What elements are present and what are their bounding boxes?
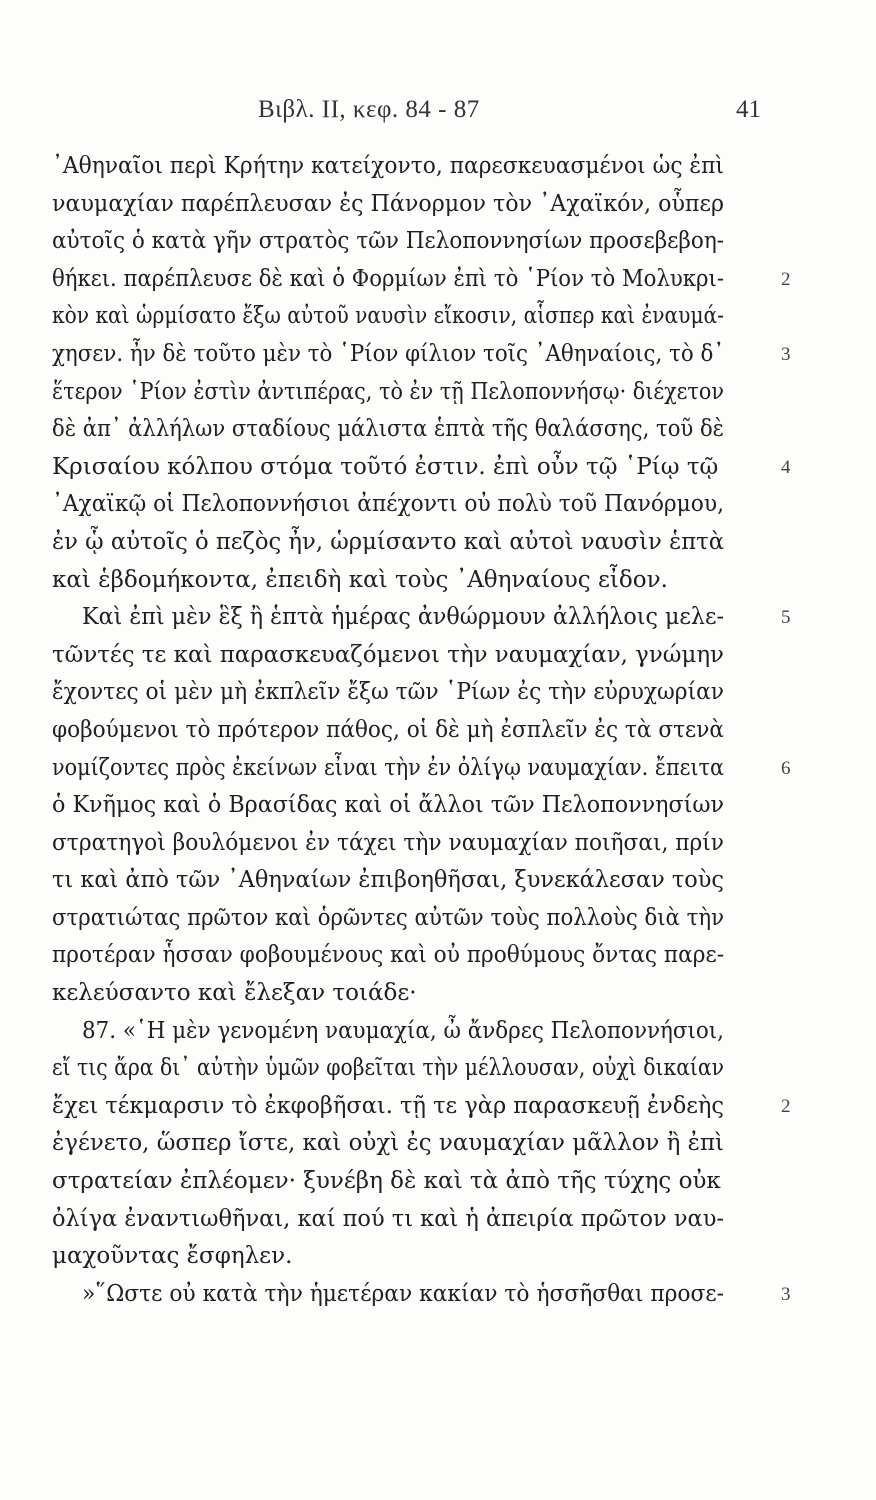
page-number: 41 — [736, 96, 761, 123]
text-line — [52, 449, 842, 487]
margin-section-number: 5 — [781, 607, 791, 629]
text-line — [52, 900, 842, 938]
line-text: εἴ τις ἄρα δι᾿ αὐτὴν ὑμῶν φοβεῖται τὴν μέλλουσαν, οὐχὶ δικαίαν — [52, 1055, 725, 1082]
text-line — [52, 787, 842, 825]
line-text: ἔχοντες οἱ μὲν μὴ ἐκπλεῖν ἔξω τῶν ῾Ρίων ἐς τὴν εὐρυχωρίαν — [52, 679, 725, 706]
line-text: φοβούμενοι τὸ πρότερον πάθος, οἱ δὲ μὴ ἐσπλεῖν ἐς τὰ στενὰ — [52, 716, 724, 743]
text-line — [52, 186, 842, 224]
line-text: μαχοῦντας ἔσφηλεν. — [52, 1243, 293, 1270]
margin-section-number: 4 — [781, 456, 791, 478]
text-line — [52, 562, 842, 600]
line-text: 87. «῾Η μὲν γενομένη ναυμαχία, ὦ ἄνδρες Πελοποννήσιοι, — [82, 1017, 724, 1044]
text-line — [52, 1201, 842, 1239]
line-text: Καὶ ἐπὶ μὲν ἓξ ἢ ἑπτὰ ἡμέρας ἀνθώρμουν ἀλλήλοις μελε- — [82, 604, 725, 631]
line-text: ἔχει τέκμαρσιν τὸ ἐκφοβῆσαι. τῇ τε γὰρ παρασκευῇ ἐνδεὴς — [52, 1092, 724, 1119]
text-line — [52, 524, 842, 562]
text-line — [52, 336, 842, 374]
line-text: στρατιώτας πρῶτον καὶ ὁρῶντες αὐτῶν τοὺς πολλοὺς διὰ τὴν — [52, 904, 725, 931]
line-text: ἕτερον ῾Ρίον ἐστὶν ἀντιπέρας, τὸ ἐν τῇ Πελοποννήσῳ· διέχετον — [52, 378, 724, 405]
running-head — [0, 96, 876, 136]
text-line — [52, 674, 842, 712]
text-line — [52, 1163, 842, 1201]
margin-section-number: 6 — [781, 757, 791, 779]
line-text: τι καὶ ἀπὸ τῶν ᾿Αθηναίων ἐπιβοηθῆσαι, ξυνεκάλεσαν τοὺς — [52, 867, 724, 894]
text-body — [52, 148, 842, 1313]
line-text: ὁ Κνῆμος καὶ ὁ Βρασίδας καὶ οἱ ἄλλοι τῶν Πελοποννησίων — [52, 792, 724, 819]
line-text: ἐγένετο, ὥσπερ ἴστε, καὶ οὐχὶ ἐς ναυμαχίαν μᾶλλον ἢ ἐπὶ — [52, 1130, 724, 1157]
text-line — [52, 825, 842, 863]
margin-section-number: 3 — [781, 1283, 791, 1305]
line-text: τῶντές τε καὶ παρασκευαζόμενοι τὴν ναυμαχίαν, γνώμην — [52, 641, 724, 668]
line-text: στρατηγοὶ βουλόμενοι ἐν τάχει τὴν ναυμαχίαν ποιῆσαι, πρίν — [52, 829, 724, 856]
margin-section-number: 2 — [781, 268, 791, 290]
line-text: ὀλίγα ἐναντιωθῆναι, καί πού τι καὶ ἡ ἀπειρία πρῶτον ναυ- — [52, 1205, 724, 1232]
chapter-reference: Βιβλ. ΙΙ, κεφ. 84 - 87 — [258, 96, 480, 123]
line-text: ναυμαχίαν παρέπλευσαν ἐς Πάνορμον τὸν ᾿Αχαϊκόν, οὗπερ — [52, 190, 725, 217]
line-text: κελεύσαντο καὶ ἔλεξαν τοιάδε· — [52, 980, 417, 1007]
text-line — [52, 1238, 842, 1276]
text-line — [52, 261, 842, 299]
text-line — [52, 486, 842, 524]
line-text: στρατείαν ἐπλέομεν· ξυνέβη δὲ καὶ τὰ ἀπὸ τῆς τύχης οὐκ — [52, 1168, 721, 1195]
line-text: »῞Ωστε οὐ κατὰ τὴν ἡμετέραν κακίαν τὸ ἡσσῆσθαι προσε- — [82, 1280, 725, 1307]
text-line — [52, 223, 842, 261]
line-text: ᾿Αχαϊκῷ οἱ Πελοποννήσιοι ἀπέχοντι οὐ πολὺ τοῦ Πανόρμου, — [52, 491, 724, 518]
line-text: Κρισαίου κόλπου στόμα τοῦτό ἐστιν. ἐπὶ οὖν τῷ ῾Ρίῳ τῷ — [52, 453, 719, 480]
margin-section-number: 3 — [781, 343, 791, 365]
text-line — [52, 411, 842, 449]
text-line — [52, 1013, 842, 1051]
text-line — [52, 148, 842, 186]
line-text: ἐν ᾧ αὐτοῖς ὁ πεζὸς ἦν, ὡρμίσαντο καὶ αὐτοὶ ναυσὶν ἑπτὰ — [52, 528, 725, 555]
line-text: χησεν. ἦν δὲ τοῦτο μὲν τὸ ῾Ρίον φίλιον τοῖς ᾿Αθηναίοις, τὸ δ᾿ — [52, 340, 725, 367]
line-text: αὐτοῖς ὁ κατὰ γῆν στρατὸς τῶν Πελοποννησίων προσεβεβοη- — [52, 228, 724, 255]
text-line — [52, 862, 842, 900]
line-text: δὲ ἀπ᾿ ἀλλήλων σταδίους μάλιστα ἑπτὰ τῆς θαλάσσης, τοῦ δὲ — [52, 416, 725, 443]
text-line — [52, 712, 842, 750]
line-text: ᾿Αθηναῖοι περὶ Κρήτην κατείχοντο, παρεσκευασμένοι ὡς ἐπὶ — [52, 153, 724, 179]
line-text: νομίζοντες πρὸς ἐκείνων εἶναι τὴν ἐν ὀλίγῳ ναυμαχίαν. ἔπειτα — [52, 754, 725, 781]
text-line — [52, 1088, 842, 1126]
line-text: καὶ ἑβδομήκοντα, ἐπειδὴ καὶ τοὺς ᾿Αθηναίους εἶδον. — [52, 566, 668, 593]
text-line — [52, 374, 842, 412]
text-line — [52, 975, 842, 1013]
text-line — [52, 1276, 842, 1314]
text-line — [52, 1050, 842, 1088]
text-line — [52, 637, 842, 675]
margin-section-number: 2 — [781, 1095, 791, 1117]
text-line — [52, 298, 842, 336]
line-text: προτέραν ἧσσαν φοβουμένους καὶ οὐ προθύμους ὄντας παρε- — [52, 942, 725, 969]
text-line — [52, 937, 842, 975]
line-text: θήκει. παρέπλευσε δὲ καὶ ὁ Φορμίων ἐπὶ τὸ ῾Ρίον τὸ Μολυκρι- — [52, 265, 725, 292]
text-line — [52, 1125, 842, 1163]
line-text: κὸν καὶ ὡρμίσατο ἔξω αὐτοῦ ναυσὶν εἴκοσιν, αἷσπερ καὶ ἐναυμά- — [52, 303, 725, 330]
text-line — [52, 750, 842, 788]
text-line — [52, 599, 842, 637]
